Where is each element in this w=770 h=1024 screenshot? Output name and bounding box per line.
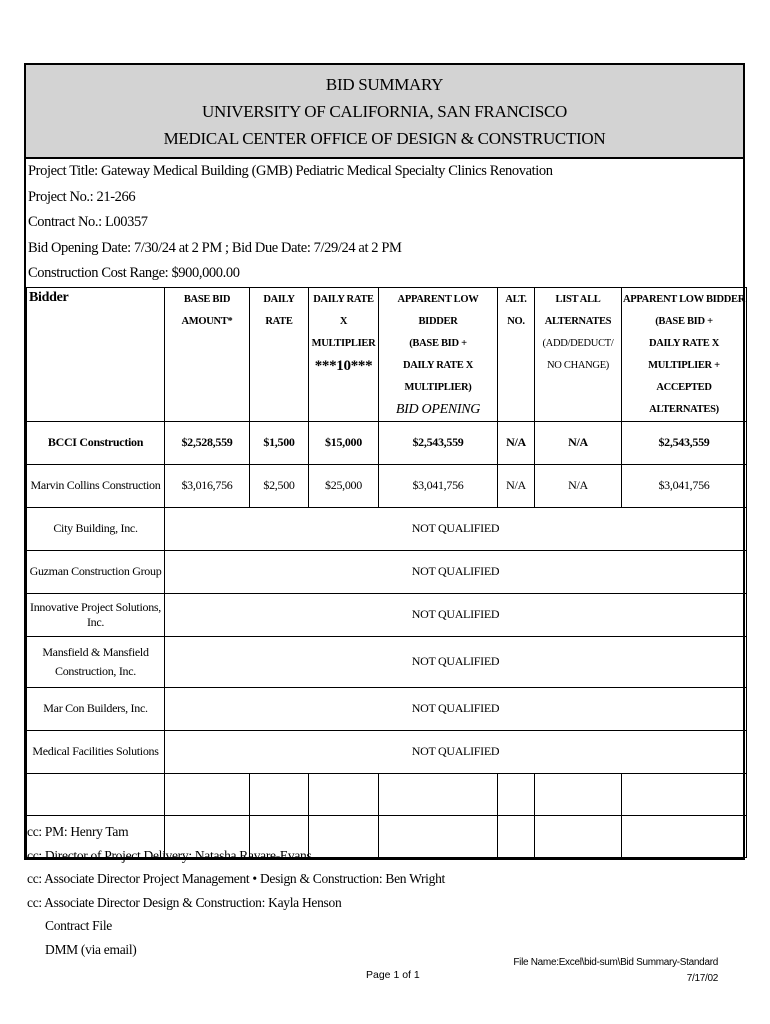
status-cell: NOT QUALIFIED — [165, 507, 747, 550]
bidder-name: Innovative Project Solutions, Inc. — [27, 593, 165, 636]
cost-range: Construction Cost Range: $900,000.00 — [28, 265, 240, 281]
bid-table — [26, 287, 747, 858]
bidder-name: Mar Con Builders, Inc. — [27, 687, 165, 730]
final-amount: $2,543,559 — [622, 421, 747, 464]
table-header-row — [27, 287, 747, 421]
apparent-low: $3,041,756 — [379, 464, 498, 507]
alt-no: N/A — [498, 464, 535, 507]
bidder-name: Guzman Construction Group — [27, 550, 165, 593]
header-apparent-low: APPARENT LOW BIDDER (BASE BID + DAILY RATE X MULTIPLIER) BID OPENING — [379, 287, 498, 421]
cc-line: cc: Associate Director Project Management • Design & Construction: Ben Wright — [27, 871, 445, 886]
header-final-low: APPARENT LOW BIDDER (BASE BID + DAILY RATE X MULTIPLIER + ACCEPTED ALTERNATES) — [622, 287, 747, 421]
status-cell: NOT QUALIFIED — [165, 687, 747, 730]
final-amount: $3,041,756 — [622, 464, 747, 507]
bidder-name: Marvin Collins Construction — [27, 464, 165, 507]
header-base-bid: BASE BID AMOUNT* — [165, 287, 250, 421]
page-number: Page 1 of 1 — [366, 969, 420, 981]
cc-extra: Contract File — [45, 918, 112, 933]
file-name: File Name:Excel\bid-sum\Bid Summary-Standard — [513, 957, 718, 968]
title-block — [26, 65, 743, 159]
status-cell: NOT QUALIFIED — [165, 550, 747, 593]
bidder-name: BCCI Construction — [27, 421, 165, 464]
title-line-2: UNIVERSITY OF CALIFORNIA, SAN FRANCISCO — [201, 101, 567, 121]
status-cell: NOT QUALIFIED — [165, 593, 747, 636]
bidder-name: Mansfield & Mansfield Construction, Inc. — [27, 636, 165, 687]
project-info — [26, 159, 743, 287]
title-line-1: BID SUMMARY — [325, 74, 444, 94]
table-row — [27, 636, 747, 687]
cc-line: cc: PM: Henry Tam — [27, 824, 129, 839]
table-row — [27, 687, 747, 730]
base-bid: $3,016,756 — [165, 464, 250, 507]
table-row — [27, 464, 747, 507]
project-title: Project Title: Gateway Medical Building (GMB) Pediatric Medical Specialty Clinics Renovation — [28, 163, 553, 179]
apparent-low: $2,543,559 — [379, 421, 498, 464]
cc-line: cc: Director of Project Delivery: Natasha Ravare-Evans — [27, 847, 312, 863]
project-number: Project No.: 21-266 — [28, 188, 136, 205]
header-list-alternates: LIST ALL ALTERNATES (ADD/DEDUCT/ NO CHANGE) — [535, 287, 622, 421]
header-multiplier: DAILY RATE X MULTIPLIER ***10*** — [309, 287, 379, 421]
rate-x-multiplier: $25,000 — [309, 464, 379, 507]
cc-line: cc: Associate Director Design & Construction: Kayla Henson — [27, 894, 342, 910]
base-bid: $2,528,559 — [165, 421, 250, 464]
bid-dates: Bid Opening Date: 7/30/24 at 2 PM ; Bid Due Date: 7/29/24 at 2 PM — [28, 239, 402, 256]
file-info — [513, 955, 718, 987]
rate-x-multiplier: $15,000 — [309, 421, 379, 464]
status-cell: NOT QUALIFIED — [165, 636, 747, 687]
bidder-name: Medical Facilities Solutions — [27, 730, 165, 773]
title-line-3: MEDICAL CENTER OFFICE OF DESIGN & CONSTRUCTION — [163, 128, 606, 148]
alternates: N/A — [535, 464, 622, 507]
table-row — [27, 550, 747, 593]
cc-extra: DMM (via email) — [45, 941, 137, 957]
bidder-name: City Building, Inc. — [27, 507, 165, 550]
table-row — [27, 507, 747, 550]
cc-list — [27, 820, 445, 961]
alt-no: N/A — [498, 421, 535, 464]
alternates: N/A — [535, 421, 622, 464]
table-row — [27, 421, 747, 464]
empty-row — [27, 773, 747, 815]
contract-number: Contract No.: L00357 — [28, 214, 148, 230]
header-daily-rate: DAILY RATE — [250, 287, 309, 421]
daily-rate: $1,500 — [250, 421, 309, 464]
table-row — [27, 593, 747, 636]
header-alt-no: ALT. NO. — [498, 287, 535, 421]
file-date: 7/17/02 — [686, 973, 718, 984]
header-bidder: Bidder — [27, 287, 165, 421]
bid-summary-sheet — [24, 63, 745, 860]
table-row — [27, 730, 747, 773]
daily-rate: $2,500 — [250, 464, 309, 507]
status-cell: NOT QUALIFIED — [165, 730, 747, 773]
